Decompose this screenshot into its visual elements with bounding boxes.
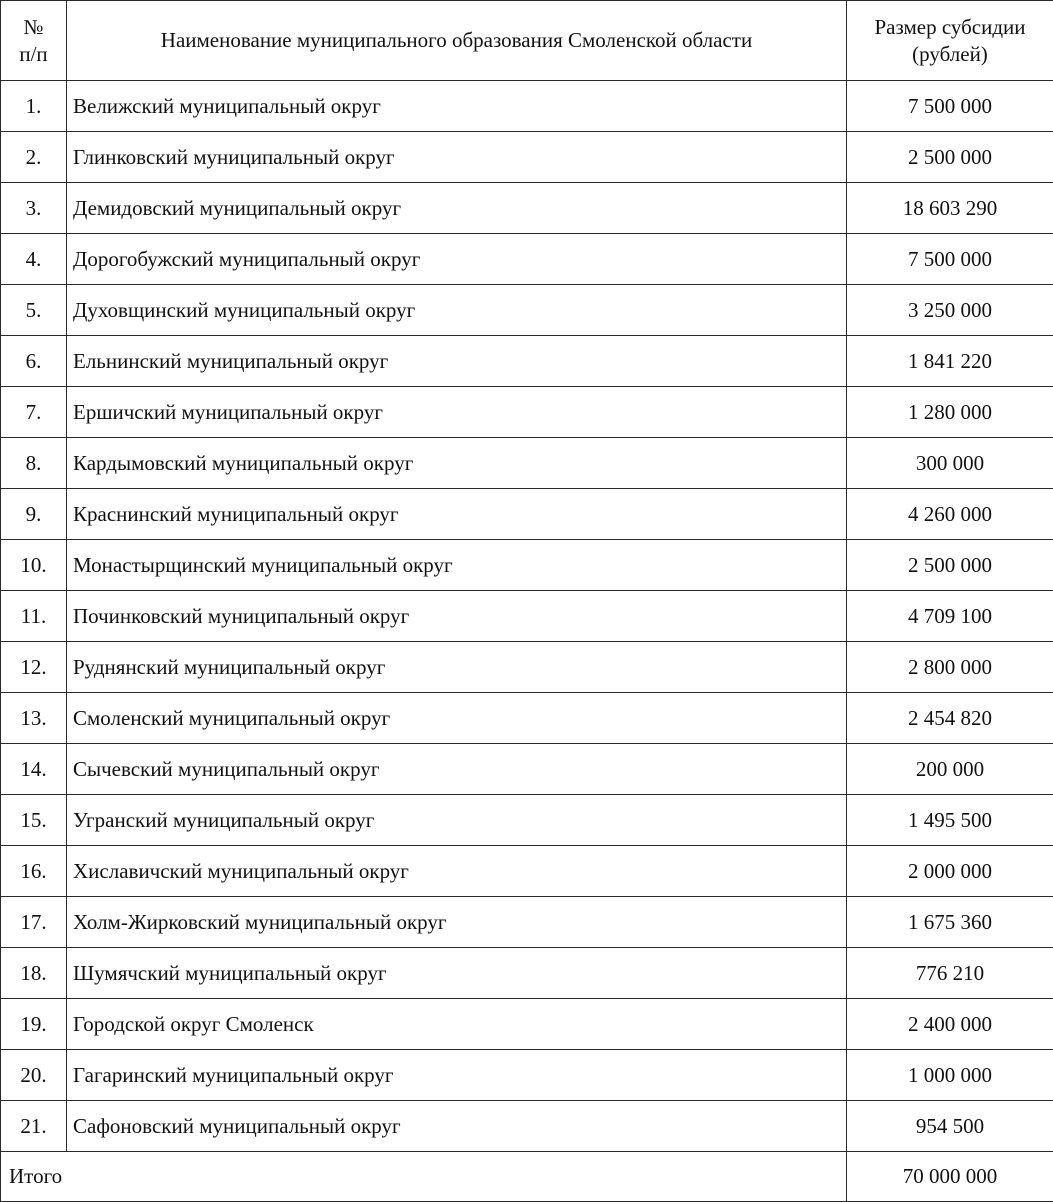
- header-number-symbol: №: [1, 14, 66, 41]
- table-row: [1, 1050, 1053, 1101]
- subsidy-amount: 1 280 000: [847, 387, 1053, 438]
- table-row: [1, 387, 1053, 438]
- row-number: 17.: [1, 897, 67, 948]
- row-number: 3.: [1, 183, 67, 234]
- table-row: [1, 438, 1053, 489]
- table-body: [1, 81, 1053, 1152]
- subsidy-amount: 1 675 360: [847, 897, 1053, 948]
- municipality-name: Дорогобужский муниципальный округ: [67, 234, 847, 285]
- subsidy-amount: 1 000 000: [847, 1050, 1053, 1101]
- subsidy-amount: 1 495 500: [847, 795, 1053, 846]
- row-number: 16.: [1, 846, 67, 897]
- municipality-name: Гагаринский муниципальный округ: [67, 1050, 847, 1101]
- municipality-name: Кардымовский муниципальный округ: [67, 438, 847, 489]
- row-number: 15.: [1, 795, 67, 846]
- row-number: 21.: [1, 1101, 67, 1152]
- row-number: 1.: [1, 81, 67, 132]
- table-row: [1, 897, 1053, 948]
- subsidy-amount: 200 000: [847, 744, 1053, 795]
- municipality-name: Руднянский муниципальный округ: [67, 642, 847, 693]
- table-row: [1, 846, 1053, 897]
- header-name-cell: Наименование муниципального образования Смоленской области: [67, 1, 847, 81]
- municipality-name: Ершичский муниципальный округ: [67, 387, 847, 438]
- municipality-name: Краснинский муниципальный округ: [67, 489, 847, 540]
- row-number: 10.: [1, 540, 67, 591]
- table-header-row: [1, 1, 1053, 81]
- table-row: [1, 540, 1053, 591]
- municipality-name: Ельнинский муниципальный округ: [67, 336, 847, 387]
- municipality-name: Сычевский муниципальный округ: [67, 744, 847, 795]
- header-amount-label: Размер субсидии: [847, 14, 1053, 41]
- row-number: 12.: [1, 642, 67, 693]
- municipality-name: Велижский муниципальный округ: [67, 81, 847, 132]
- municipality-name: Холм-Жирковский муниципальный округ: [67, 897, 847, 948]
- row-number: 19.: [1, 999, 67, 1050]
- table-row: [1, 489, 1053, 540]
- table-row: [1, 336, 1053, 387]
- subsidy-amount: 3 250 000: [847, 285, 1053, 336]
- municipality-name: Шумячский муниципальный округ: [67, 948, 847, 999]
- header-number-cell: [1, 1, 67, 81]
- municipality-name: Сафоновский муниципальный округ: [67, 1101, 847, 1152]
- table-row: [1, 744, 1053, 795]
- subsidy-amount: 2 400 000: [847, 999, 1053, 1050]
- table-row: [1, 999, 1053, 1050]
- row-number: 11.: [1, 591, 67, 642]
- subsidy-amount: 4 709 100: [847, 591, 1053, 642]
- table-row: [1, 795, 1053, 846]
- header-amount-cell: [847, 1, 1053, 81]
- table-row: [1, 81, 1053, 132]
- table-row: [1, 234, 1053, 285]
- header-amount-unit: (рублей): [847, 41, 1053, 68]
- row-number: 5.: [1, 285, 67, 336]
- row-number: 13.: [1, 693, 67, 744]
- subsidy-amount: 2 000 000: [847, 846, 1053, 897]
- row-number: 2.: [1, 132, 67, 183]
- row-number: 6.: [1, 336, 67, 387]
- table-row: [1, 642, 1053, 693]
- subsidy-amount: 776 210: [847, 948, 1053, 999]
- row-number: 18.: [1, 948, 67, 999]
- municipality-name: Монастырщинский муниципальный округ: [67, 540, 847, 591]
- table-row: [1, 1101, 1053, 1152]
- municipality-name: Хиславичский муниципальный округ: [67, 846, 847, 897]
- total-row: [1, 1152, 1053, 1202]
- subsidy-amount: 18 603 290: [847, 183, 1053, 234]
- table-row: [1, 693, 1053, 744]
- table-row: [1, 591, 1053, 642]
- municipality-name: Городской округ Смоленск: [67, 999, 847, 1050]
- subsidy-amount: 2 500 000: [847, 132, 1053, 183]
- total-amount: 70 000 000: [847, 1152, 1053, 1202]
- row-number: 8.: [1, 438, 67, 489]
- subsidy-amount: 2 454 820: [847, 693, 1053, 744]
- subsidy-amount: 954 500: [847, 1101, 1053, 1152]
- subsidy-amount: 2 500 000: [847, 540, 1053, 591]
- subsidy-amount: 1 841 220: [847, 336, 1053, 387]
- subsidy-amount: 7 500 000: [847, 81, 1053, 132]
- row-number: 20.: [1, 1050, 67, 1101]
- table-row: [1, 948, 1053, 999]
- row-number: 7.: [1, 387, 67, 438]
- table-row: [1, 285, 1053, 336]
- subsidy-amount: 7 500 000: [847, 234, 1053, 285]
- municipality-name: Смоленский муниципальный округ: [67, 693, 847, 744]
- subsidy-amount: 4 260 000: [847, 489, 1053, 540]
- municipality-name: Демидовский муниципальный округ: [67, 183, 847, 234]
- row-number: 9.: [1, 489, 67, 540]
- municipality-name: Починковский муниципальный округ: [67, 591, 847, 642]
- table-row: [1, 183, 1053, 234]
- header-number-label: п/п: [1, 41, 66, 68]
- subsidy-amount: 2 800 000: [847, 642, 1053, 693]
- municipality-name: Духовщинский муниципальный округ: [67, 285, 847, 336]
- municipality-name: Угранский муниципальный округ: [67, 795, 847, 846]
- row-number: 14.: [1, 744, 67, 795]
- row-number: 4.: [1, 234, 67, 285]
- total-label: Итого: [1, 1152, 847, 1202]
- municipality-name: Глинковский муниципальный округ: [67, 132, 847, 183]
- table-row: [1, 132, 1053, 183]
- subsidy-amount: 300 000: [847, 438, 1053, 489]
